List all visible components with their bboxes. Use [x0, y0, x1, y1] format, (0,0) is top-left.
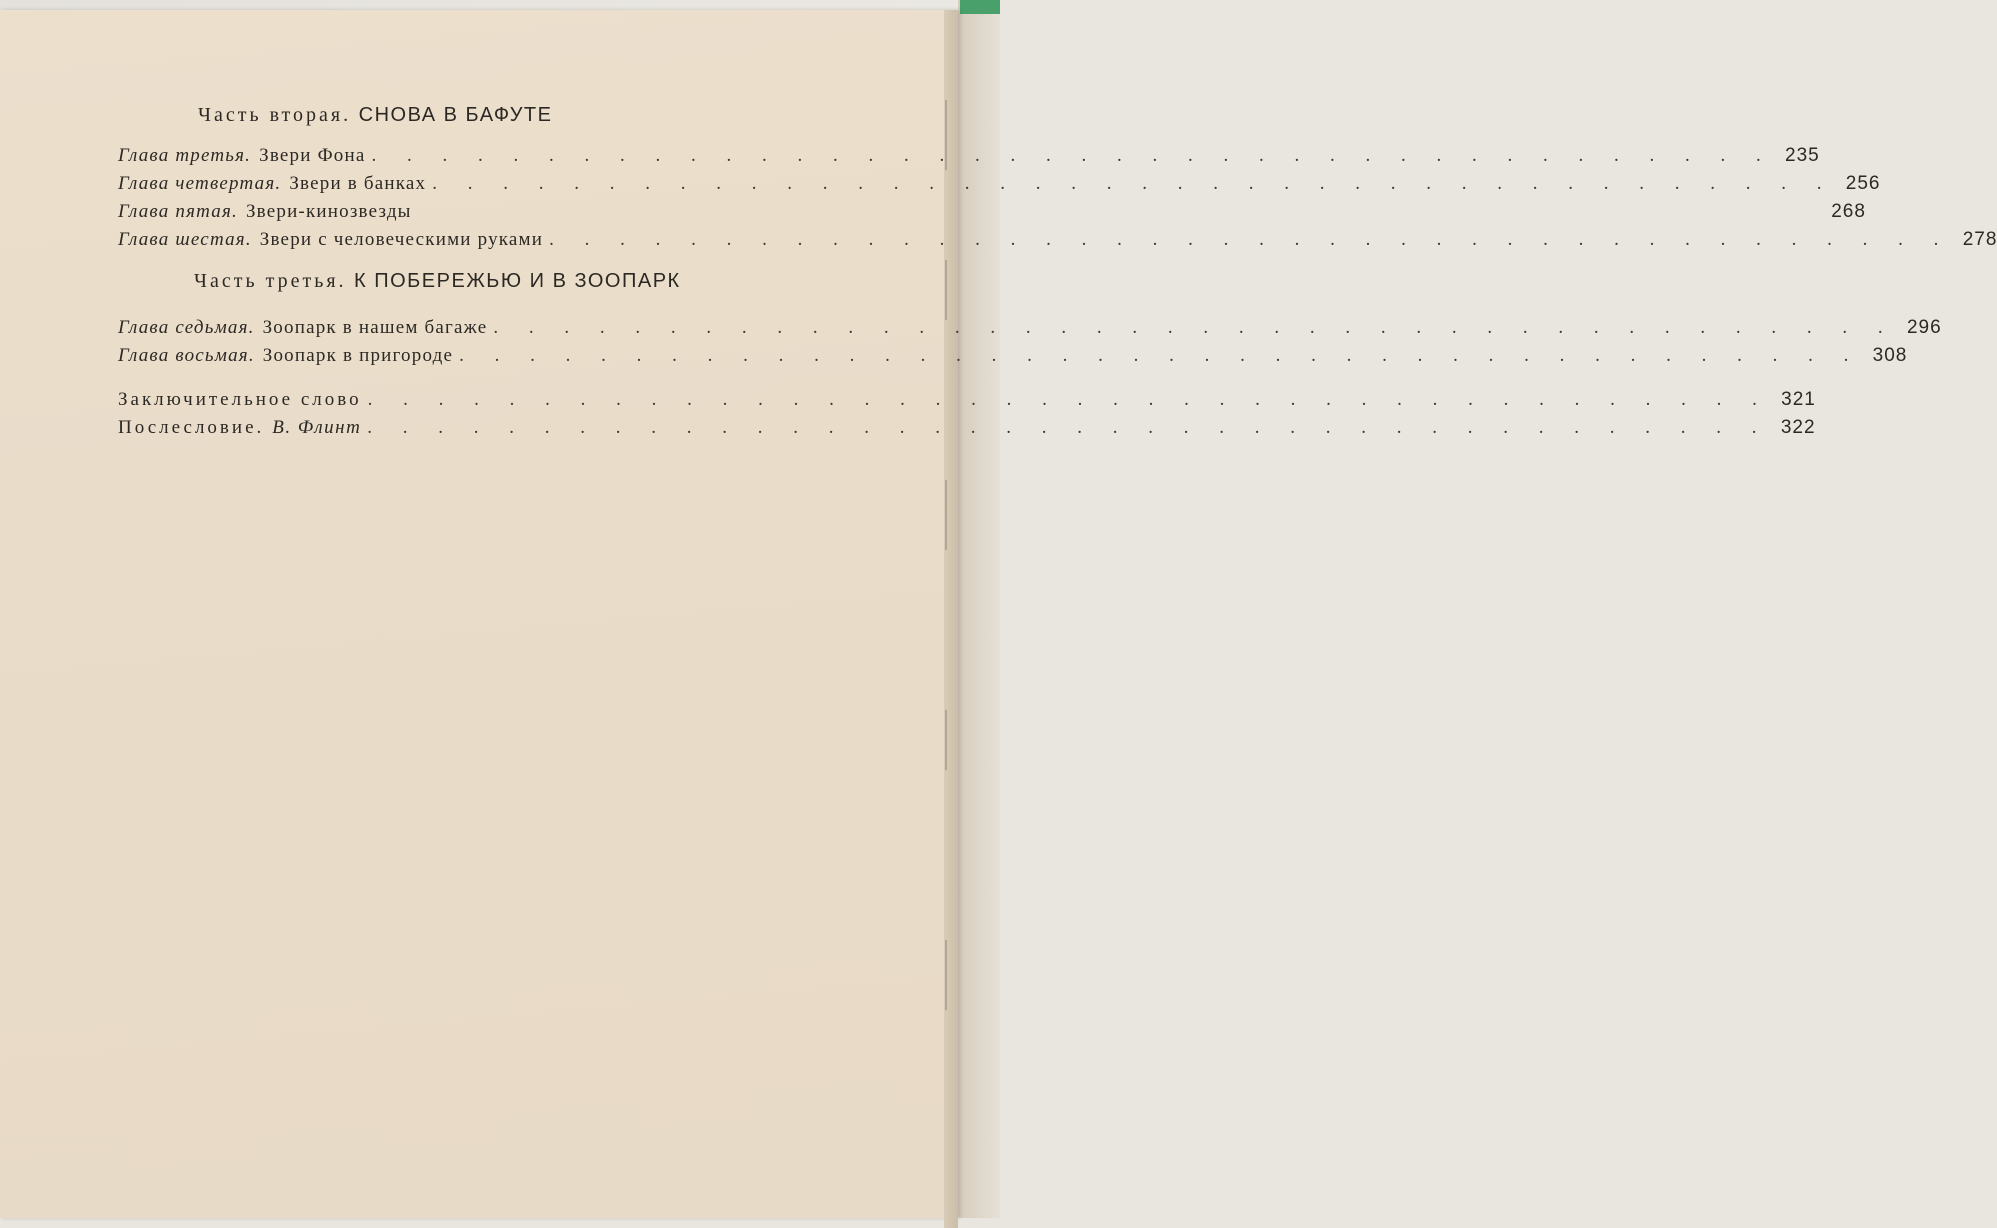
binding-stitch	[945, 260, 947, 320]
part-two-title: СНОВА В БАФУТЕ	[358, 104, 553, 126]
toc-entry	[118, 142, 1820, 170]
binding-stitch	[945, 480, 947, 550]
page-number: 322	[1780, 417, 1816, 438]
leader-dots: . . . . . . . . . . . . . . . . . . . . . . . . . . . . . . . . . . . . . . . .	[549, 229, 1952, 250]
leader-dots: . . . . . . . . . . . . . . . . . . . . . . . . . . . . . . . . . . . . . . . .	[367, 417, 1770, 438]
part-three-lead: Часть третья.	[194, 270, 347, 292]
page-number: 308	[1872, 345, 1908, 366]
toc-entry	[118, 342, 1908, 370]
leader-dots: . . . . . . . . . . . . . . . . . . . . . . . . . . . . . . . . . . . . . . . .	[432, 173, 1835, 194]
toc-entry	[118, 414, 1816, 442]
page-number: 268	[1831, 201, 1866, 222]
page-number: 256	[1845, 173, 1881, 194]
part-three-heading	[118, 264, 878, 298]
chapter-title: Зоопарк в пригороде	[262, 345, 454, 366]
table-of-contents	[118, 98, 1997, 442]
toc-entry	[118, 170, 1881, 198]
postscript-title: Послесловие.	[118, 417, 265, 438]
leader-dots: . . . . . . . . . . . . . . . . . . . . . . . . . . . . . . . . . . . . . . . .	[367, 389, 1770, 410]
chapter-title: Звери с человеческими руками	[259, 229, 544, 250]
chapter-title: Звери Фона	[259, 145, 366, 166]
leader-dots: . . . . . . . . . . . . . . . . . . . . . . . . . . . . . . . . . . . . . . . .	[459, 345, 1862, 366]
part-three-title: К ПОБЕРЕЖЬЮ И В ЗООПАРК	[354, 270, 681, 292]
afterword-title: Заключительное слово	[118, 389, 362, 410]
binding-stitch	[945, 940, 947, 1010]
chapter-title: Звери в банках	[289, 173, 427, 194]
part-two-heading	[118, 98, 878, 132]
chapter-label: Глава пятая.	[118, 201, 238, 222]
postscript-author: В. Флинт	[272, 417, 362, 438]
chapter-label: Глава седьмая.	[118, 317, 255, 338]
chapter-label: Глава третья.	[118, 145, 252, 166]
part-two-lead: Часть вторая.	[198, 104, 352, 126]
toc-entry	[118, 314, 1942, 342]
chapter-title: Звери-кинозвезды	[245, 201, 412, 222]
leader-dots: . . . . . . . . . . . . . . . . . . . . . . . . . . . . . . . . . . . . . . . .	[371, 145, 1774, 166]
chapter-label: Глава четвертая.	[118, 173, 282, 194]
page-number: 296	[1906, 317, 1942, 338]
page-number: 321	[1781, 389, 1816, 410]
leader-dots: . . . . . . . . . . . . . . . . . . . . . . . . . . . . . . . . . . . . . . . .	[493, 317, 1896, 338]
binding-stitch	[945, 710, 947, 770]
page-number: 235	[1785, 145, 1820, 166]
page-number: 278	[1962, 229, 1997, 250]
cover-green-strip	[960, 0, 1000, 14]
chapter-title: Зоопарк в нашем багаже	[262, 317, 488, 338]
toc-entry	[118, 226, 1997, 254]
toc-entry	[118, 386, 1816, 414]
chapter-label: Глава шестая.	[118, 229, 252, 250]
chapter-label: Глава восьмая.	[118, 345, 255, 366]
toc-entry	[118, 198, 1866, 226]
